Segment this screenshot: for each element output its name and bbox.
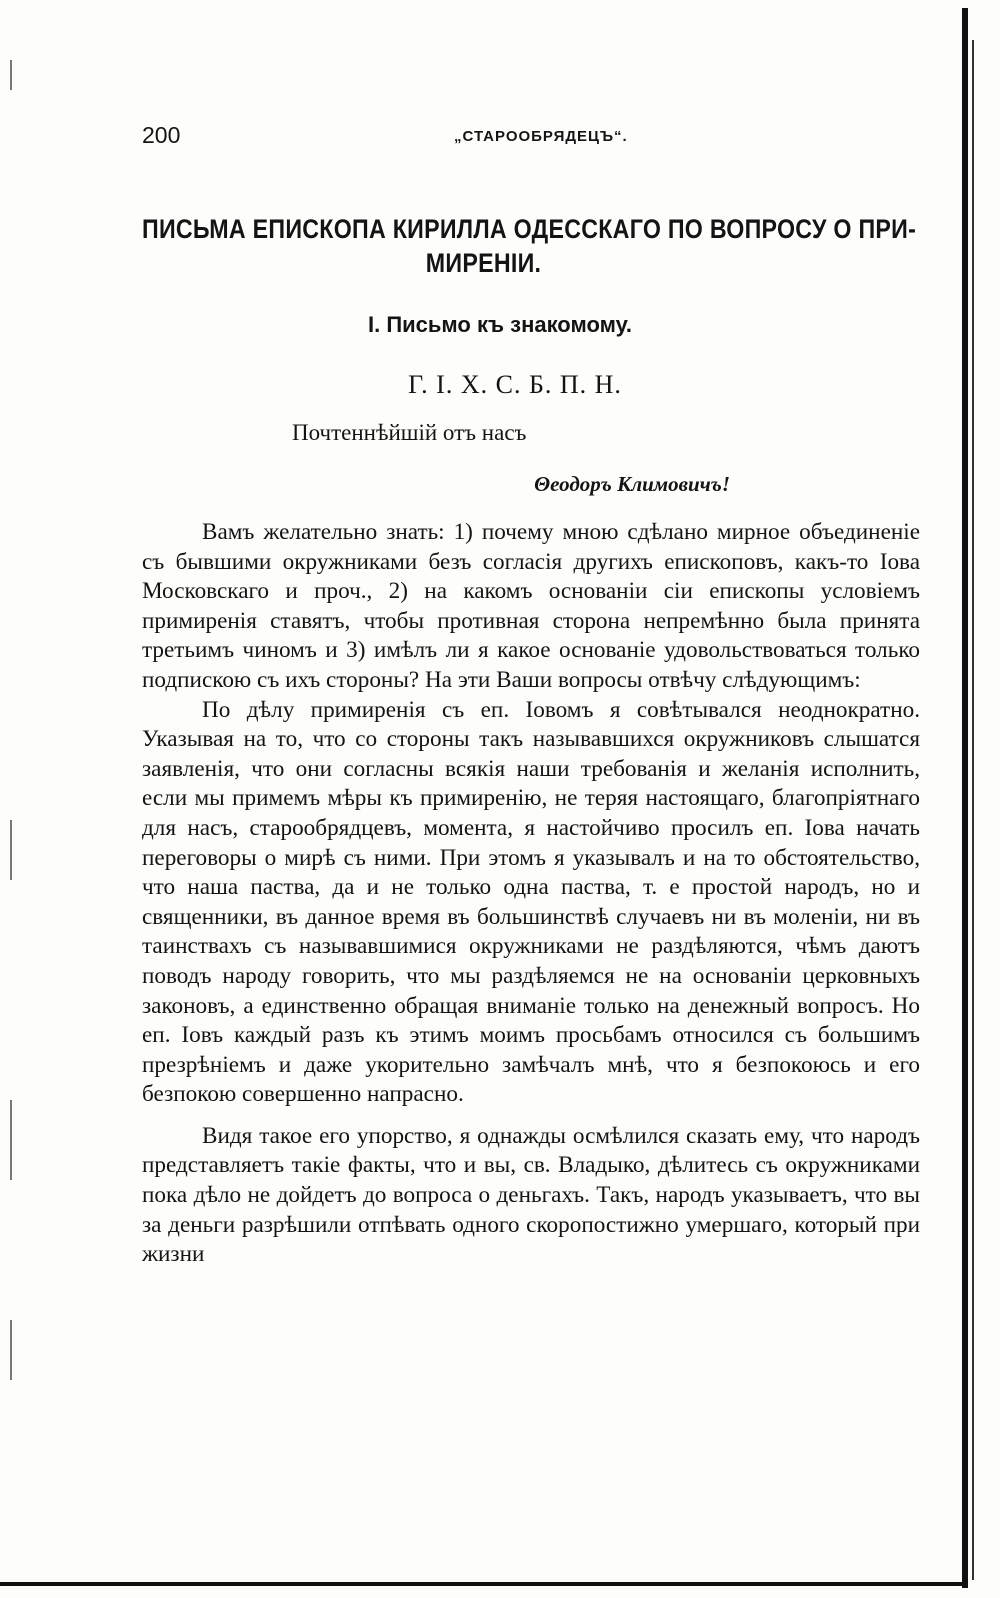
- article-title-line: ПИСЬМА ЕПИСКОПА КИРИЛЛА ОДЕССКАГО ПО ВОПРОСУ О ПРИ-: [142, 214, 917, 244]
- page-edge-bottom: [0, 1582, 968, 1586]
- margin-mark: [10, 60, 12, 90]
- letter-salutation: Почтеннѣйшій отъ насъ: [292, 420, 527, 445]
- margin-mark: [10, 820, 12, 880]
- page-edge-right-inner: [972, 40, 974, 1580]
- paragraph: По дѣлу примиренія съ еп. Iовомъ я совѣтывался неоднократно. Указывая на то, что со стороны такъ называвшихся окружниковъ слышатся заявленія, что они согласны всякія наши требованія и желанія исполнить, если мы примемъ мѣры къ примиренію, не теряя настоящаго, благопріятнаго для насъ, старообрядцевъ, момента, я настойчиво просилъ еп. Iова начать переговоры о мирѣ съ ними. При этомъ я указывалъ и на то обстоятельство, что наша паства, да и не только одна паства, т. е простой народъ, но и священники, въ данное время въ большинствѣ случаевъ ни въ моленіи, ни въ таинствахъ съ называвшимися окружниками не раздѣляются, чѣмъ даютъ поводъ народу говорить, что мы раздѣляемся не на основаніи церковныхъ законовъ, а единственно обращая вниманіе только на денежный вопросъ. Но еп. Iовъ каждый разъ къ этимъ моимъ просьбамъ относился съ большимъ презрѣніемъ и даже укорительно замѣчалъ мнѣ, что я безпокоюсь и его безпокою совершенно напрасно.: [142, 696, 920, 1108]
- paragraph: Видя такое его упорство, я однажды осмѣлился сказать ему, что народъ представляетъ такіе факты, что и вы, св. Владыко, дѣлитесь съ окружниками пока дѣло не дойдетъ до вопроса о деньгахъ. Такъ, народъ указываетъ, что вы за деньги разрѣшили отпѣвать одного скоропостижно умершаго, который при жизни: [142, 1122, 920, 1268]
- page-number: 200: [142, 122, 181, 148]
- letter-initials: Г. I. Х. С. Б. П. Н.: [408, 370, 622, 399]
- paragraph: Вамъ желательно знать: 1) почему мною сдѣлано мирное объединеніе съ бывшими окружниками безъ согласія другихъ епископовъ, какъ-то Iова Московскаго и проч., 2) на какомъ основаніи сіи епископы условіемъ примиренія ставятъ, чтобы противная сторона непремѣнно была принята третьимъ чиномъ и 3) имѣлъ ли я какое основаніе удовольствоваться только подпискою съ ихъ стороны? На эти Ваши вопросы отвѣчу слѣдующимъ:: [142, 519, 920, 693]
- journal-title: „СТАРООБРЯДЕЦЪ“.: [454, 128, 628, 145]
- article-title-line: МИРЕНІИ.: [425, 248, 542, 278]
- margin-mark: [10, 1320, 12, 1380]
- letter-addressee: Θеодоръ Климовичъ!: [534, 472, 730, 496]
- running-head: [142, 122, 922, 152]
- page-edge-right: [962, 8, 968, 1588]
- letter-body: [142, 518, 920, 1270]
- margin-mark: [10, 1100, 12, 1180]
- article-title: [142, 212, 921, 280]
- letter-subtitle: I. Письмо къ знакомому.: [368, 312, 632, 337]
